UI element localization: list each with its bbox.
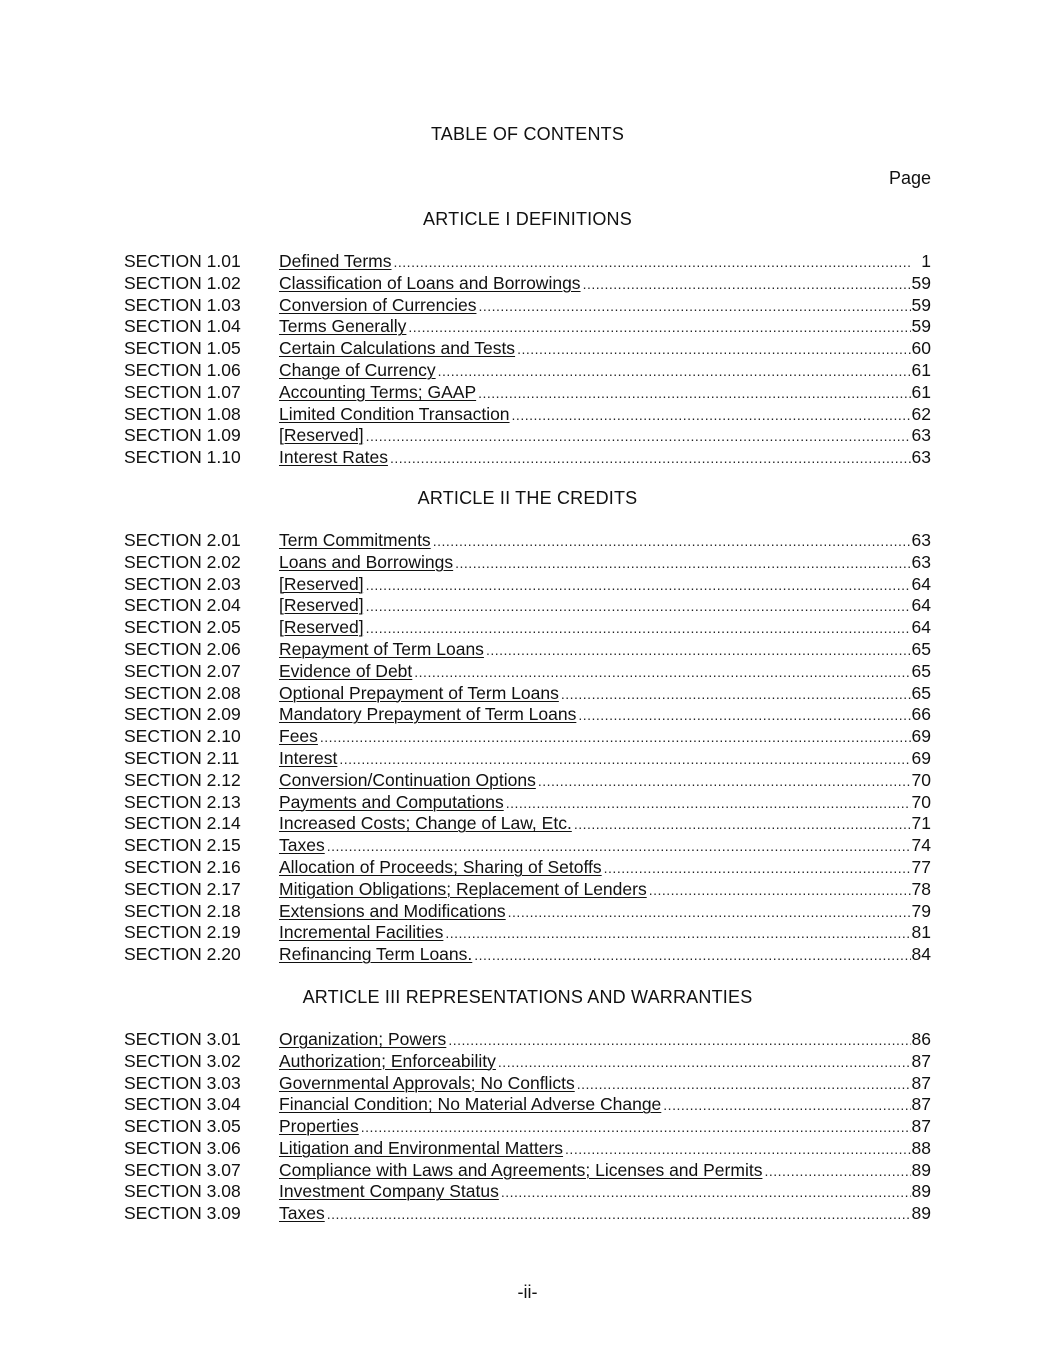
section-page-number: 84 xyxy=(911,944,931,965)
section-number: SECTION 1.05 xyxy=(124,338,241,359)
dot-leader xyxy=(406,317,911,339)
section-number: SECTION 1.04 xyxy=(124,316,241,337)
section-page-number: 77 xyxy=(911,856,931,877)
dot-leader xyxy=(504,793,911,815)
section-number: SECTION 3.09 xyxy=(124,1203,241,1224)
section-page-number: 63 xyxy=(911,447,931,468)
article-block xyxy=(124,208,931,469)
section-number: SECTION 2.04 xyxy=(124,595,241,616)
dot-leader xyxy=(392,252,911,274)
page-number-footer: -ii- xyxy=(517,1282,538,1302)
section-page-number: 60 xyxy=(911,338,931,359)
section-number: SECTION 2.15 xyxy=(124,835,241,856)
section-number: SECTION 1.07 xyxy=(124,381,241,402)
section-page-number: 70 xyxy=(911,769,931,790)
section-number: SECTION 3.03 xyxy=(124,1072,241,1093)
section-title-link[interactable]: Authorization; Enforceability xyxy=(279,1050,496,1071)
section-number: SECTION 2.12 xyxy=(124,769,241,790)
section-page-number: 63 xyxy=(911,529,931,550)
section-page-number: 69 xyxy=(911,726,931,747)
toc-entry xyxy=(124,1094,931,1116)
toc-entry xyxy=(124,1116,931,1138)
toc-entry xyxy=(124,901,931,923)
toc-entry xyxy=(124,748,931,770)
section-page-number: 59 xyxy=(911,272,931,293)
section-number: SECTION 2.02 xyxy=(124,551,241,572)
section-number: SECTION 2.09 xyxy=(124,704,241,725)
section-number: SECTION 1.06 xyxy=(124,359,241,380)
section-number: SECTION 3.01 xyxy=(124,1028,241,1049)
section-number: SECTION 2.10 xyxy=(124,726,241,747)
toc-entry xyxy=(124,295,931,317)
section-page-number: 61 xyxy=(911,381,931,402)
dot-leader xyxy=(364,575,911,597)
toc-entry xyxy=(124,1160,931,1182)
section-title-link[interactable]: Limited Condition Transaction xyxy=(279,403,510,424)
toc-entry xyxy=(124,447,931,469)
dot-leader xyxy=(364,426,911,448)
dot-leader xyxy=(431,531,911,553)
section-number: SECTION 2.01 xyxy=(124,529,241,550)
toc-entry xyxy=(124,944,931,966)
section-number: SECTION 2.08 xyxy=(124,682,241,703)
dot-leader xyxy=(443,923,911,945)
section-page-number: 87 xyxy=(911,1072,931,1093)
section-title-link[interactable]: [Reserved] xyxy=(279,573,364,594)
dot-leader xyxy=(364,596,911,618)
section-title-link[interactable]: Compliance with Laws and Agreements; Licenses and Permits xyxy=(279,1159,763,1180)
dot-leader xyxy=(388,448,911,470)
section-page-number: 70 xyxy=(911,791,931,812)
toc-entry xyxy=(124,273,931,295)
dot-leader xyxy=(499,1182,911,1204)
dot-leader xyxy=(536,771,911,793)
section-number: SECTION 2.14 xyxy=(124,813,241,834)
section-page-number: 65 xyxy=(911,638,931,659)
section-title-link[interactable]: Organization; Powers xyxy=(279,1028,447,1049)
dot-leader xyxy=(476,296,911,318)
dot-leader xyxy=(762,1161,911,1183)
section-title-link[interactable]: Extensions and Modifications xyxy=(279,900,506,921)
section-number: SECTION 3.02 xyxy=(124,1050,241,1071)
toc-entry xyxy=(124,857,931,879)
section-number: SECTION 1.03 xyxy=(124,294,241,315)
section-number: SECTION 2.13 xyxy=(124,791,241,812)
section-title-link[interactable]: Terms Generally xyxy=(279,316,407,337)
section-title-link[interactable]: Optional Prepayment of Term Loans xyxy=(279,682,559,703)
toc-entry xyxy=(124,792,931,814)
toc-entry xyxy=(124,835,931,857)
section-number: SECTION 1.02 xyxy=(124,272,241,293)
dot-leader xyxy=(359,1117,911,1139)
dot-leader xyxy=(661,1095,911,1117)
toc-entry xyxy=(124,704,931,726)
section-title-link[interactable]: Taxes xyxy=(279,1203,325,1224)
section-number: SECTION 2.11 xyxy=(124,747,240,768)
section-title-link[interactable]: Change of Currency xyxy=(279,359,436,380)
dot-leader xyxy=(325,836,911,858)
section-title-link[interactable]: Interest xyxy=(279,747,338,768)
dot-leader xyxy=(325,1204,911,1226)
dot-leader xyxy=(647,880,911,902)
section-number: SECTION 1.09 xyxy=(124,425,241,446)
section-title-link[interactable]: Classification of Loans and Borrowings xyxy=(279,272,581,293)
section-title-link[interactable]: [Reserved] xyxy=(279,617,364,638)
dot-leader xyxy=(453,553,911,575)
section-title-link[interactable]: Governmental Approvals; No Conflicts xyxy=(279,1072,575,1093)
section-page-number: 65 xyxy=(911,682,931,703)
toc-entry xyxy=(124,530,931,552)
dot-leader xyxy=(436,361,911,383)
section-title-link[interactable]: Term Commitments xyxy=(279,529,431,550)
section-number: SECTION 3.07 xyxy=(124,1159,241,1180)
section-title-link[interactable]: [Reserved] xyxy=(279,425,364,446)
section-number: SECTION 1.10 xyxy=(124,447,241,468)
section-title-link[interactable]: Properties xyxy=(279,1116,359,1137)
section-title-link[interactable]: Fees xyxy=(279,726,318,747)
section-page-number: 63 xyxy=(911,551,931,572)
section-number: SECTION 2.16 xyxy=(124,856,241,877)
toc-entry xyxy=(124,683,931,705)
dot-leader xyxy=(364,618,911,640)
section-page-number: 69 xyxy=(911,747,931,768)
section-page-number: 63 xyxy=(911,425,931,446)
toc-entry xyxy=(124,251,931,273)
section-number: SECTION 2.07 xyxy=(124,660,241,681)
section-number: SECTION 2.03 xyxy=(124,573,241,594)
article-block xyxy=(124,487,931,966)
toc-entry xyxy=(124,382,931,404)
table-of-contents xyxy=(124,208,931,1225)
toc-entry xyxy=(124,1073,931,1095)
section-page-number: 71 xyxy=(911,813,931,834)
section-page-number: 86 xyxy=(911,1028,931,1049)
page-column-label: Page xyxy=(888,168,931,188)
section-page-number: 87 xyxy=(911,1116,931,1137)
section-title-link[interactable]: Incremental Facilities xyxy=(279,922,444,943)
dot-leader xyxy=(581,274,911,296)
section-number: SECTION 1.01 xyxy=(124,251,241,271)
section-title-link[interactable]: Mandatory Prepayment of Term Loans xyxy=(279,704,577,725)
section-page-number: 87 xyxy=(911,1094,931,1115)
section-page-number: 78 xyxy=(911,878,931,899)
section-number: SECTION 2.17 xyxy=(124,878,241,899)
toc-entry xyxy=(124,770,931,792)
section-number: SECTION 2.20 xyxy=(124,944,241,965)
section-number: SECTION 2.06 xyxy=(124,638,241,659)
toc-entry xyxy=(124,552,931,574)
toc-entry xyxy=(124,726,931,748)
section-page-number: 88 xyxy=(911,1137,931,1158)
dot-leader xyxy=(412,662,911,684)
dot-leader xyxy=(472,945,911,967)
toc-entry xyxy=(124,1181,931,1203)
section-number: SECTION 3.06 xyxy=(124,1137,241,1158)
page-title: TABLE OF CONTENTS xyxy=(430,124,625,144)
section-title-link[interactable]: Evidence of Debt xyxy=(279,660,413,681)
toc-entry xyxy=(124,595,931,617)
dot-leader xyxy=(559,684,911,706)
article-heading: ARTICLE III REPRESENTATIONS AND WARRANTIES xyxy=(302,986,753,1007)
toc-entry xyxy=(124,617,931,639)
section-number: SECTION 2.18 xyxy=(124,900,241,921)
toc-entry xyxy=(124,1051,931,1073)
section-page-number: 64 xyxy=(911,595,931,616)
section-page-number: 65 xyxy=(911,660,931,681)
toc-entry xyxy=(124,338,931,360)
section-title-link[interactable]: Taxes xyxy=(279,835,325,856)
section-title-link[interactable]: Increased Costs; Change of Law, Etc. xyxy=(279,813,572,834)
section-page-number: 64 xyxy=(911,573,931,594)
section-page-number: 89 xyxy=(911,1181,931,1202)
dot-leader xyxy=(510,405,911,427)
section-page-number: 79 xyxy=(911,900,931,921)
section-title-link[interactable]: [Reserved] xyxy=(279,595,364,616)
dot-leader xyxy=(496,1052,911,1074)
section-title-link[interactable]: Interest Rates xyxy=(279,447,388,468)
section-title-link[interactable]: Mitigation Obligations; Replacement of Lenders xyxy=(279,878,647,899)
section-page-number: 89 xyxy=(911,1159,931,1180)
toc-entry xyxy=(124,1138,931,1160)
section-number: SECTION 2.19 xyxy=(124,922,241,943)
article-block xyxy=(124,986,931,1225)
section-title-link[interactable]: Payments and Computations xyxy=(279,791,504,812)
section-title-link[interactable]: Defined Terms xyxy=(279,251,392,271)
toc-entry xyxy=(124,574,931,596)
section-page-number: 66 xyxy=(911,704,931,725)
section-page-number: 1 xyxy=(921,251,931,271)
section-page-number: 59 xyxy=(911,294,931,315)
dot-leader xyxy=(515,339,911,361)
dot-leader xyxy=(563,1139,911,1161)
dot-leader xyxy=(446,1030,911,1052)
section-title-link[interactable]: Repayment of Term Loans xyxy=(279,638,484,659)
section-title-link[interactable]: Refinancing Term Loans. xyxy=(279,944,473,965)
section-number: SECTION 3.05 xyxy=(124,1116,241,1137)
dot-leader xyxy=(484,640,911,662)
toc-entry xyxy=(124,316,931,338)
toc-entry xyxy=(124,813,931,835)
section-title-link[interactable]: Investment Company Status xyxy=(279,1181,499,1202)
section-title-link[interactable]: Allocation of Proceeds; Sharing of Setoffs xyxy=(279,856,602,877)
section-title-link[interactable]: Financial Condition; No Material Adverse Change xyxy=(279,1094,662,1115)
section-title-link[interactable]: Certain Calculations and Tests xyxy=(279,338,516,359)
article-heading: ARTICLE I DEFINITIONS xyxy=(423,209,632,229)
dot-leader xyxy=(318,727,911,749)
toc-entry xyxy=(124,639,931,661)
section-page-number: 64 xyxy=(911,617,931,638)
section-title-link[interactable]: Conversion/Continuation Options xyxy=(279,769,536,790)
dot-leader xyxy=(575,1074,911,1096)
toc-entry xyxy=(124,1203,931,1225)
section-page-number: 87 xyxy=(911,1050,931,1071)
dot-leader xyxy=(576,705,911,727)
dot-leader xyxy=(506,902,911,924)
section-title-link[interactable]: Loans and Borrowings xyxy=(279,551,454,572)
dot-leader xyxy=(572,814,911,836)
toc-entry xyxy=(124,922,931,944)
article-heading: ARTICLE II THE CREDITS xyxy=(417,487,638,508)
dot-leader xyxy=(337,749,911,771)
section-page-number: 89 xyxy=(911,1203,931,1224)
section-title-link[interactable]: Conversion of Currencies xyxy=(279,294,477,315)
section-title-link[interactable]: Litigation and Environmental Matters xyxy=(279,1137,564,1158)
dot-leader xyxy=(602,858,911,880)
section-number: SECTION 2.05 xyxy=(124,617,241,638)
section-number: SECTION 3.08 xyxy=(124,1181,241,1202)
section-page-number: 62 xyxy=(911,403,931,424)
toc-entry xyxy=(124,661,931,683)
section-number: SECTION 1.08 xyxy=(124,403,241,424)
dot-leader xyxy=(476,383,911,405)
section-number: SECTION 3.04 xyxy=(124,1094,241,1115)
toc-entry xyxy=(124,360,931,382)
toc-entry xyxy=(124,1029,931,1051)
toc-entry xyxy=(124,879,931,901)
section-page-number: 74 xyxy=(911,835,931,856)
section-page-number: 61 xyxy=(911,359,931,380)
toc-entry xyxy=(124,404,931,426)
section-page-number: 59 xyxy=(911,316,931,337)
toc-entry xyxy=(124,425,931,447)
section-page-number: 81 xyxy=(911,922,931,943)
section-title-link[interactable]: Accounting Terms; GAAP xyxy=(279,381,477,402)
